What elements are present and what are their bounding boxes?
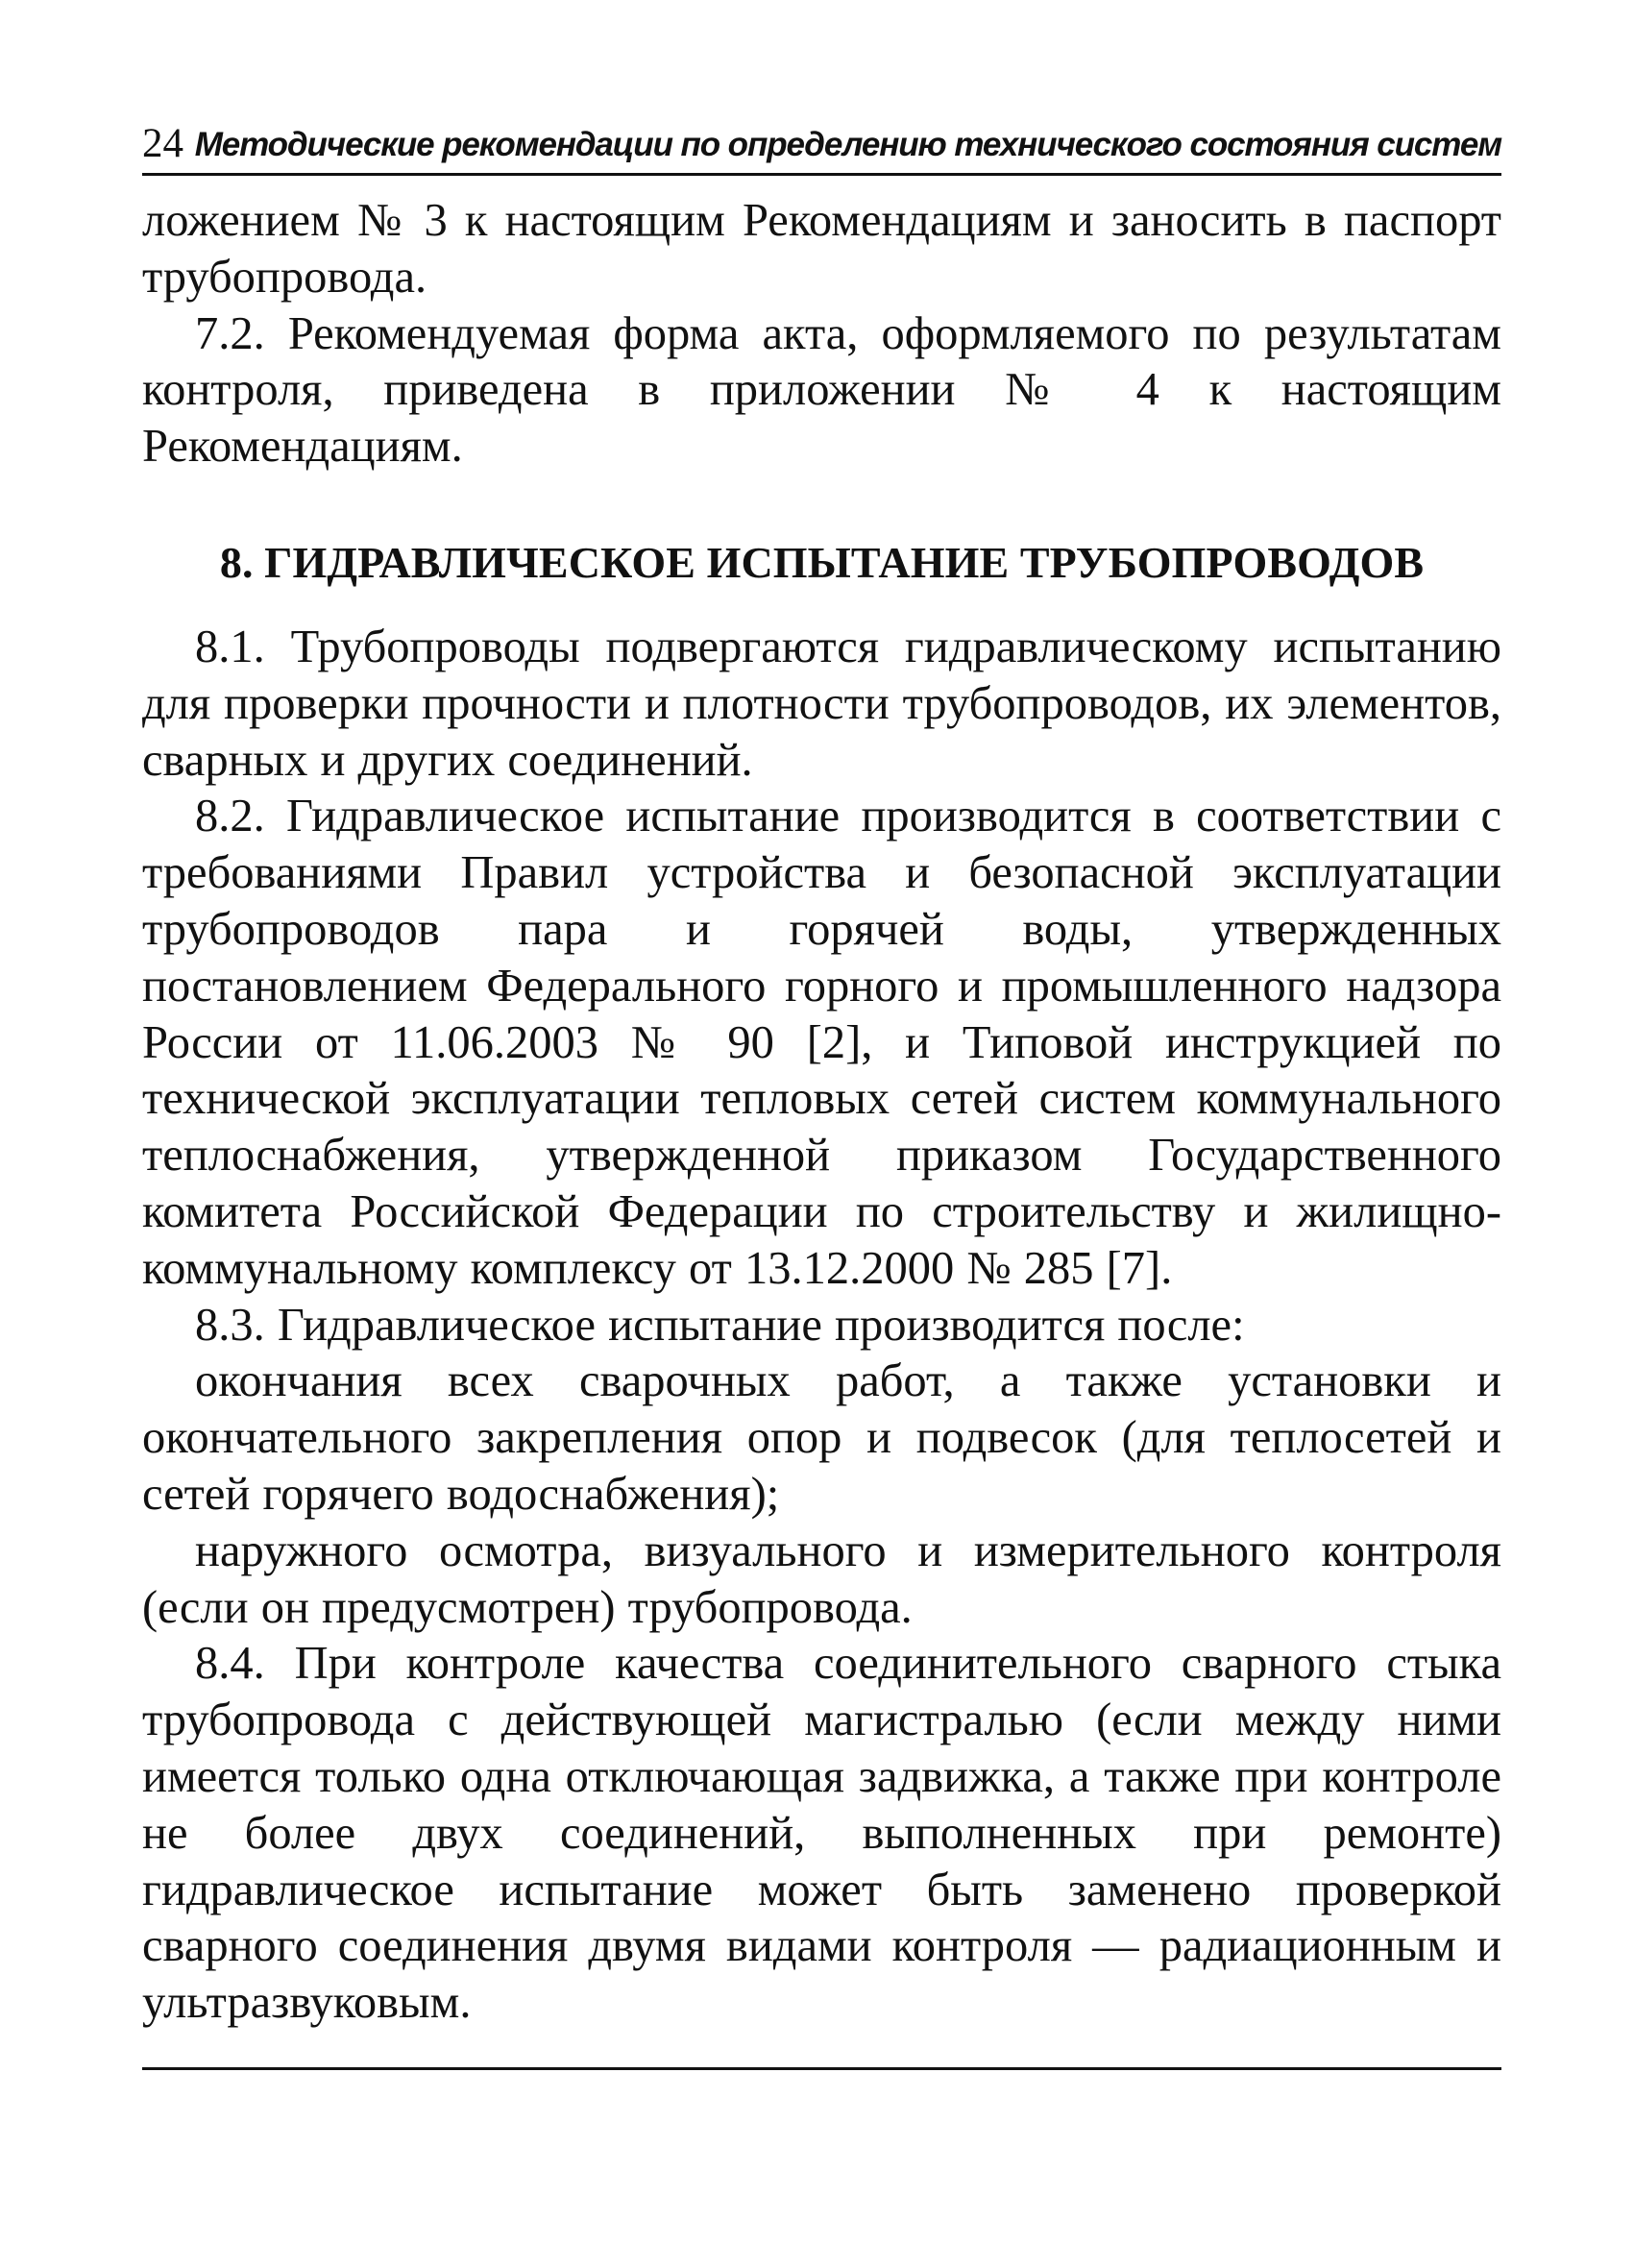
continued-paragraph: ложением № 3 к настоящим Рекомендациям и заносить в паспорт трубопровода.	[142, 195, 1501, 303]
paragraph-8-3: 8.3. Гидравлическое испытание производится после:	[195, 1299, 1245, 1351]
paragraph-8-2: 8.2. Гидравлическое испытание производится в соответствии с требованиями Правил устройства и безопасной эксплуатации трубопроводов пара и горячей воды, утвержденных постановлением Федерального горного и промышленного надзора России от 11.06.2003 № 90 [2], и Типовой инструкцией по технической эксплуатации тепловых сетей систем коммунального теплоснабжения, утвержденной приказом Государственного комитета Российской Федерации по строительству и жилищно-коммунальному комплексу от 13.12.2000 № 285 [7].	[142, 791, 1501, 1294]
list-item-inspection: наружного осмотра, визуального и измерительного контроля (если он предусмотрен) трубопровода.	[142, 1524, 1501, 1633]
paragraph-7-2: 7.2. Рекомендуемая форма акта, оформляемого по результатам контроля, приведена в приложении № 4 к настоящим Рекомендациям.	[142, 307, 1501, 473]
running-header-title: Методические рекомендации по определению технического состояния систем	[194, 126, 1501, 163]
list-item-welding-completion: окончания всех сварочных работ, а также установки и окончательного закрепления опор и подвесок (для теплосетей и сетей горячего водоснабжения);	[142, 1355, 1501, 1520]
running-header	[142, 108, 1501, 176]
footer-rule	[142, 2067, 1501, 2070]
page-number: 24	[142, 121, 183, 166]
section-title: 8. ГИДРАВЛИЧЕСКОЕ ИСПЫТАНИЕ ТРУБОПРОВОДОВ	[219, 537, 1425, 587]
section-body	[142, 620, 1501, 2032]
paragraph-8-1: 8.1. Трубопроводы подвергаются гидравлическому испытанию для проверки прочности и плотности трубопроводов, их элементов, сварных и других соединений.	[142, 621, 1501, 786]
document-page	[142, 108, 1501, 2032]
paragraph-8-4: 8.4. При контроле качества соединительного сварного стыка трубопровода с действующей магистралью (если между ними имеется только одна отключающая задвижка, а также при контроле не более двух соединений, выполненных при ремонте) гидравлическое испытание может быть заменено проверкой сварного соединения двумя видами контроля — радиационным и ультразвуковым.	[142, 1638, 1501, 2029]
